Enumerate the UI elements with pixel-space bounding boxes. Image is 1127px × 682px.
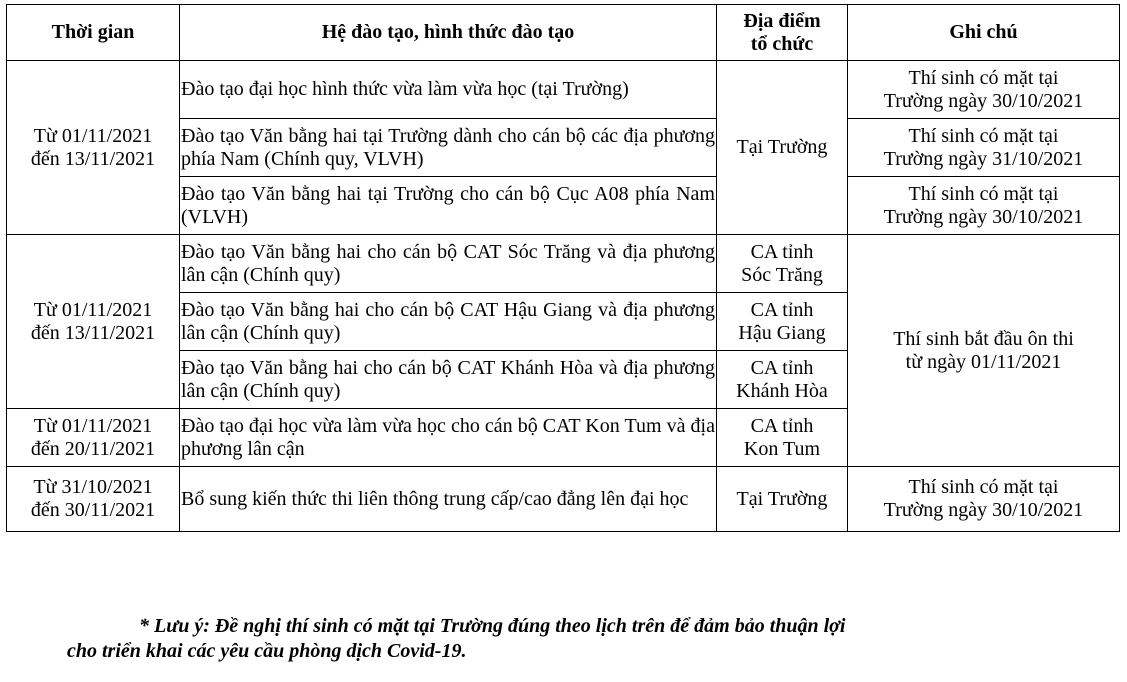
time-cell <box>7 235 180 409</box>
program-cell: Đào tạo Văn bằng hai tại Trường cho cán bộ Cục A08 phía Nam (VLVH) <box>180 177 717 235</box>
note-line-2: Trường ngày 30/10/2021 <box>883 89 1084 112</box>
time-start: Từ 01/11/2021 <box>33 124 153 147</box>
note-cell <box>848 177 1120 235</box>
program-cell: Đào tạo đại học hình thức vừa làm vừa học (tại Trường) <box>180 61 717 119</box>
footnote-line-1: * Lưu ý: Đề nghị thí sinh có mặt tại Trường đúng theo lịch trên để đảm bảo thuận lợi <box>139 615 846 637</box>
location-line-1: CA tỉnh <box>750 414 814 437</box>
header-location-line-1: Địa điểm <box>743 9 821 32</box>
program-cell: Đào tạo Văn bằng hai tại Trường dành cho cán bộ các địa phương phía Nam (Chính quy, VLVH) <box>180 119 717 177</box>
time-end: đến 20/11/2021 <box>30 437 156 460</box>
location-cell: Tại Trường <box>717 467 848 532</box>
time-end: đến 30/11/2021 <box>30 499 156 521</box>
program-cell: Đào tạo Văn bằng hai cho cán bộ CAT Sóc Trăng và địa phương lân cận (Chính quy) <box>180 235 717 293</box>
note-line-2: Trường ngày 30/10/2021 <box>883 205 1084 228</box>
header-note: Ghi chú <box>848 5 1120 61</box>
location-cell <box>717 409 848 467</box>
note-line-2: Trường ngày 31/10/2021 <box>883 147 1084 170</box>
header-time: Thời gian <box>7 5 180 61</box>
note-line-2: Trường ngày 30/10/2021 <box>883 499 1084 521</box>
location-cell <box>717 293 848 351</box>
header-program: Hệ đào tạo, hình thức đào tạo <box>180 5 717 61</box>
location-line-2: Khánh Hòa <box>736 379 828 402</box>
location-line-2: Kon Tum <box>743 437 821 460</box>
note-cell <box>848 467 1120 532</box>
program-cell: Bổ sung kiến thức thi liên thông trung cấp/cao đẳng lên đại học <box>180 467 717 532</box>
time-end: đến 13/11/2021 <box>30 321 156 344</box>
time-cell <box>7 409 180 467</box>
note-line-1: Thí sinh có mặt tại <box>908 124 1059 147</box>
table-row <box>7 467 1120 532</box>
time-start: Từ 01/11/2021 <box>33 414 153 437</box>
location-cell: Tại Trường <box>717 61 848 235</box>
note-cell <box>848 119 1120 177</box>
location-line-2: Sóc Trăng <box>741 263 823 286</box>
note-cell <box>848 61 1120 119</box>
header-location-line-2: tổ chức <box>750 32 814 55</box>
table-row <box>7 61 1120 119</box>
table-row <box>7 235 1120 293</box>
note-line-1: Thí sinh có mặt tại <box>908 182 1059 205</box>
location-line-1: CA tỉnh <box>750 240 814 263</box>
time-end: đến 13/11/2021 <box>30 147 156 170</box>
header-row <box>7 5 1120 61</box>
note-line-1: Thí sinh có mặt tại <box>908 66 1059 89</box>
program-cell: Đào tạo đại học vừa làm vừa học cho cán bộ CAT Kon Tum và địa phương lân cận <box>180 409 717 467</box>
note-line-1: Thí sinh có mặt tại <box>908 476 1059 498</box>
location-line-1: CA tỉnh <box>750 356 814 379</box>
program-cell: Đào tạo Văn bằng hai cho cán bộ CAT Khánh Hòa và địa phương lân cận (Chính quy) <box>180 351 717 409</box>
note-cell <box>848 235 1120 467</box>
header-location <box>717 5 848 61</box>
note-line-1: Thí sinh bắt đầu ôn thi <box>893 327 1074 350</box>
note-line-2: từ ngày 01/11/2021 <box>905 350 1062 373</box>
time-cell <box>7 61 180 235</box>
program-cell: Đào tạo Văn bằng hai cho cán bộ CAT Hậu Giang và địa phương lân cận (Chính quy) <box>180 293 717 351</box>
location-cell <box>717 235 848 293</box>
footnote <box>67 614 1107 664</box>
location-line-1: CA tỉnh <box>750 298 814 321</box>
time-cell <box>7 467 180 532</box>
time-start: Từ 01/11/2021 <box>33 298 153 321</box>
time-start: Từ 31/10/2021 <box>33 476 153 498</box>
footnote-line-2: cho triển khai các yêu cầu phòng dịch Covid-19. <box>67 640 467 662</box>
location-line-2: Hậu Giang <box>738 321 826 344</box>
location-cell <box>717 351 848 409</box>
schedule-table <box>6 4 1120 532</box>
